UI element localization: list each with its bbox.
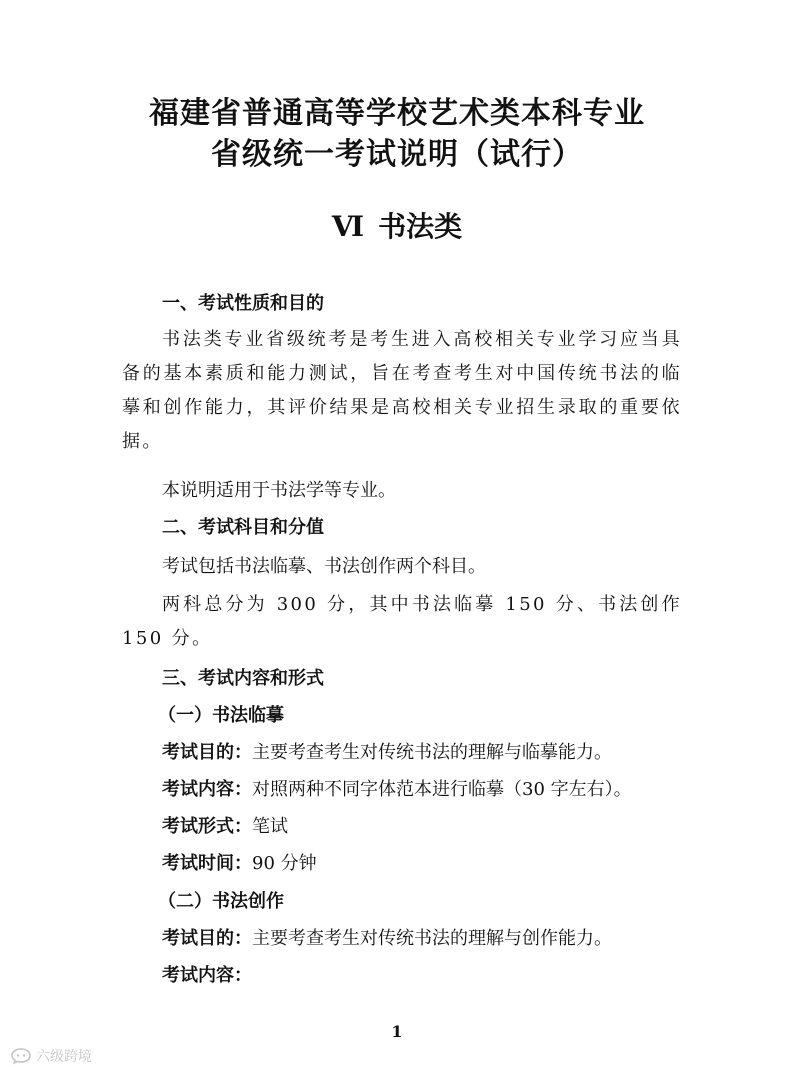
- heading-content-format: 三、考试内容和形式: [162, 668, 324, 689]
- heading-exam-nature: 一、考试性质和目的: [162, 293, 324, 314]
- field-label: 考试目的：: [162, 928, 252, 949]
- copying-content: [162, 777, 702, 803]
- watermark: [10, 1046, 92, 1066]
- section-title: [0, 209, 794, 245]
- field-value: 对照两种不同字体范本进行临摹（30 字左右）。: [252, 779, 632, 800]
- field-value: 90 分钟: [252, 853, 317, 874]
- page-number: 1: [391, 1022, 403, 1041]
- creation-purpose: [162, 926, 702, 952]
- section-name: 书法类: [378, 210, 463, 243]
- document-title-line-1: 福建省普通高等学校艺术类本科专业: [149, 96, 645, 131]
- copying-format: [162, 814, 702, 840]
- watermark-text: 六级跨境: [36, 1049, 92, 1065]
- paragraph-subjects: 考试包括书法临摹、书法创作两个科目。: [162, 556, 486, 577]
- field-value: 主要考查考生对传统书法的理解与创作能力。: [252, 928, 612, 949]
- paragraph-exam-purpose: 书法类专业省级统考是考生进入高校相关专业学习应当具备的基本素质和能力测试，旨在考查考生对中国传统书法的临摹和创作能力，其评价结果是高校相关专业招生录取的重要依据。: [122, 329, 682, 452]
- creation-content: [162, 963, 702, 989]
- field-label: 考试内容：: [162, 965, 252, 986]
- document-title-line-2: 省级统一考试说明（试行）: [211, 137, 583, 172]
- subheading-creation: （二）书法创作: [158, 891, 284, 912]
- chat-bubble-icon: [10, 1047, 32, 1065]
- heading-subjects-scores: 二、考试科目和分值: [162, 517, 324, 538]
- field-label: 考试时间：: [162, 853, 252, 874]
- paragraph-applicability: 本说明适用于书法学等专业。: [162, 480, 396, 501]
- paragraph-scores: 两科总分为 300 分，其中书法临摹 150 分、书法创作 150 分。: [122, 594, 682, 649]
- field-value: 主要考查考生对传统书法的理解与临摹能力。: [252, 742, 612, 763]
- subheading-copying: （一）书法临摹: [158, 705, 284, 726]
- field-value: 笔试: [252, 816, 288, 837]
- copying-duration: [162, 851, 702, 877]
- section-number: Ⅵ: [331, 210, 365, 243]
- field-label: 考试形式：: [162, 816, 252, 837]
- copying-purpose: [162, 740, 702, 766]
- field-label: 考试内容：: [162, 779, 252, 800]
- field-label: 考试目的：: [162, 742, 252, 763]
